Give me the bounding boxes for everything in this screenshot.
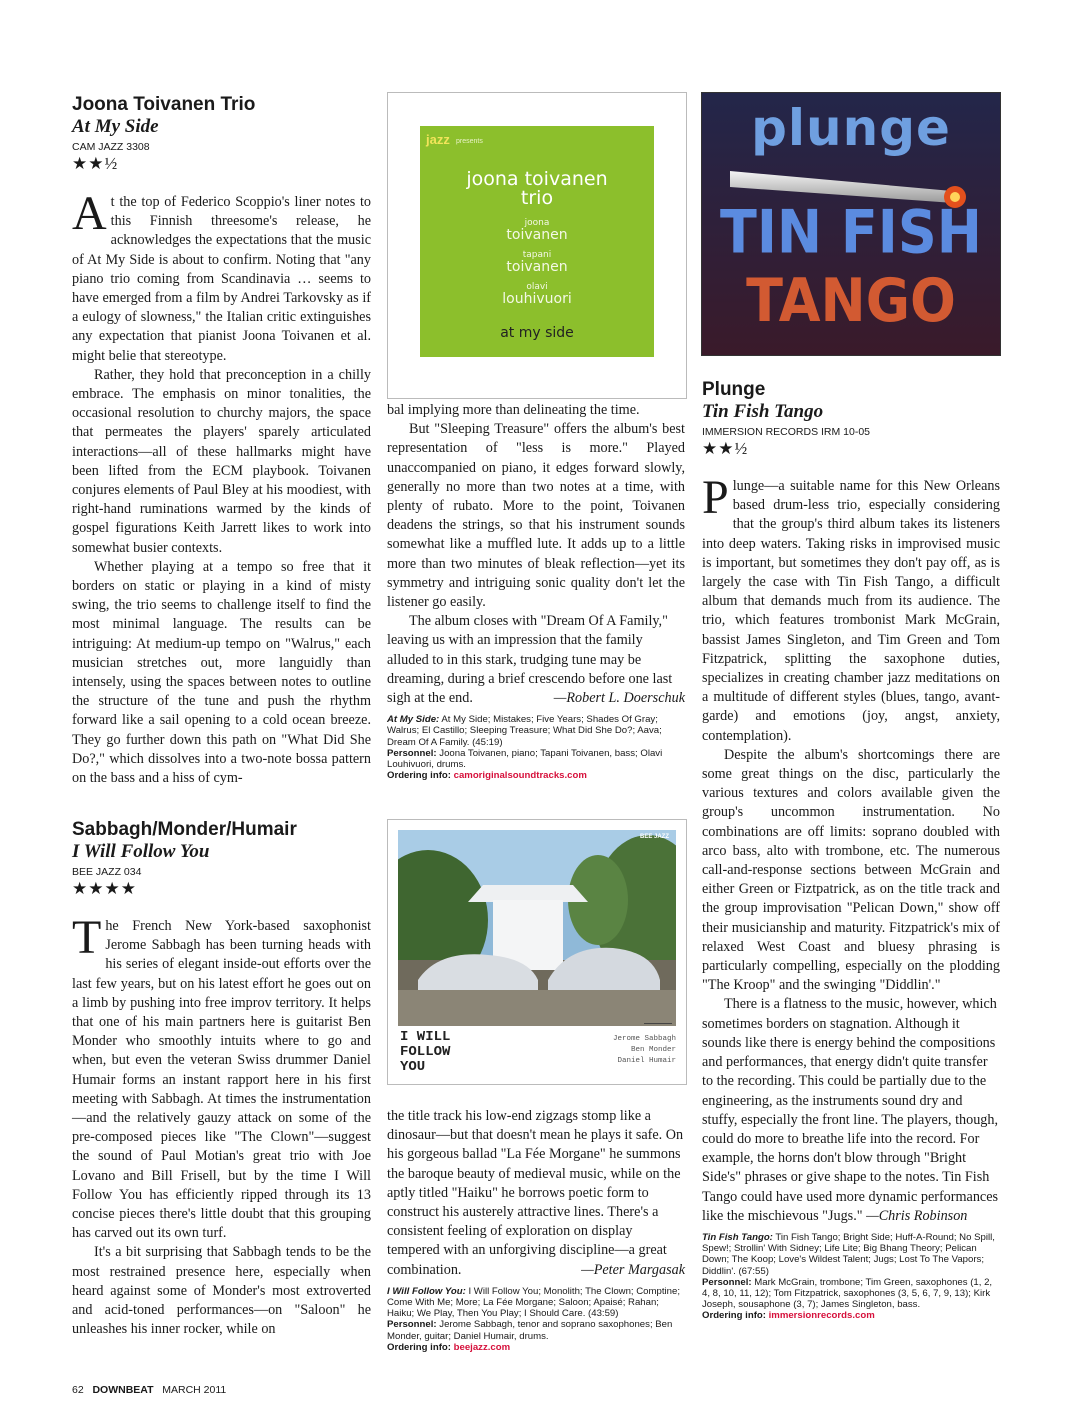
review2-para2: It's a bit surprising that Sabbagh tends to be the most restrained presence here, especially when heard against some of Monder's most extroverted and acid-toned performances—on "Saloon" he unleashes his inner rocker, while on (72, 1244, 371, 1338)
review1-personnel: Joona Toivanen, piano; Tapani Toivanen, bass; Olavi Louhivuori, drums. (387, 747, 663, 771)
review1-drop-cap: A (72, 187, 107, 240)
review2-credits (387, 1286, 685, 1353)
review2-drop-cap: T (72, 911, 102, 964)
review3-drop-cap: P (702, 471, 729, 524)
review1-artist: Joona Toivanen Trio (72, 94, 256, 115)
cover-jazz-logo: jazz (426, 132, 450, 147)
review2-para1: he French New York-based saxophonist Jerome Sabbagh has been turning heads with his series of elegant inside-out efforts over the last few years, but on his latest effort he goes out on a limb by pushing into free improv territory. It helps that one of his main partners here is guitarist Ben Monder who smoothly intuits where to go and when, but even the veteran Swiss drummer Daniel Humair forms an instant rapport here in his first meeting with Sabbagh. At times the instrumentation—and the relatively gauzy attack on some of the pre-composed pieces like "The Clown"—suggest the sound of Paul Motian's great trio with Joe Lovano and Bill Frisell, but by the time I Will Follow You has efficiently ripped through its 13 concise pieces there's little doubt that this grouping has carved out its own turf. (72, 918, 371, 1242)
review1-album: At My Side (72, 116, 159, 137)
review1-col2-para3 (387, 612, 685, 708)
cover-title-line1: joona toivanen (466, 168, 608, 190)
issue-date: MARCH 2011 (162, 1384, 227, 1396)
review3-ordering-label: Ordering info: (702, 1310, 766, 1322)
review3-credits (702, 1232, 1000, 1322)
page-number: 62 (72, 1384, 84, 1396)
cover-member2-first: tapani (522, 250, 552, 260)
review2-label: BEE JAZZ 034 (72, 866, 142, 878)
review3-para1: lunge—a suitable name for this New Orleans based drum-less trio, especially considering that the group's third album takes its listeners into deep waters. Taking risks in improvised music is important, but sometimes they don't pay off, as is largely the case with Tin Fish Tango, a difficult album that demands much from its audience. The trio, which features trombonist Mark McGrain, bassist James Singleton, and Tim Green and Tom Fitzpatrick, splitting the saxophone duties, specializes in creating chamber jazz meditations on a multitude of different styles (blues, tango, avant-garde) and emotions (joy, angst, anxiety, contemplation). (702, 478, 1000, 744)
cover-album-title: at my side (500, 325, 574, 341)
review2-tracks: I Will Follow You; Monolith; The Clown; Comptine; Come With Me; More; La Fée Morgane; Saloon; Apaisé; Rahan; Haiku; We Play, Then You Play; I Should Care. (43:59) (387, 1285, 680, 1320)
review1-personnel-label: Personnel: (387, 747, 437, 759)
review1-ordering-link[interactable]: camoriginalsoundtracks.com (453, 770, 587, 782)
review2-personnel: Jerome Sabbagh, tenor and soprano saxophones; Ben Monder, guitar; Daniel Humair, drums. (387, 1319, 673, 1342)
cover-member3-last: louhivuori (502, 291, 572, 307)
review1-rating: ★★½ (72, 154, 119, 173)
review3-personnel-label: Personnel: (702, 1276, 752, 1288)
review3-tracks-label: Tin Fish Tango: (702, 1231, 773, 1243)
review2-col2 (387, 1107, 685, 1353)
cover2-name3: Daniel Humair (617, 1057, 676, 1065)
review1-para2: Rather, they hold that preconception in a chilly embrace. The emphasis on minor tonalities, the occasional resolution to churchy majors, the space that permeates the players' sparely articulated interactions—all of these hallmarks might have been lifted from the ECM playbook. Toivanen conjures elements of Paul Bley at his moodiest, with right-hand ruminations warmed by the kinds of gospel figurations Keith Jarrett likes to work into somewhat busier contexts. (72, 366, 371, 556)
magazine-name: DOWNBEAT (92, 1384, 154, 1396)
review3-ordering-link[interactable]: immersionrecords.com (768, 1310, 875, 1322)
review1-tracks-label: At My Side: (387, 714, 440, 726)
cover2-names (613, 1034, 676, 1067)
cover-title (420, 170, 654, 208)
cover3-band-name: plunge (751, 99, 951, 157)
review3-artist: Plunge (702, 379, 766, 400)
cover2-title-line2: FOLLOW (400, 1044, 451, 1060)
page-footer (72, 1384, 226, 1396)
album-cover-i-will-follow-you (387, 819, 687, 1085)
review1-col1 (72, 187, 371, 788)
review1-col2-para2: But "Sleeping Treasure" offers the album's best representation of "less is more." Played unaccompanied on piano, it edges forward slowly, generally no more than two notes at a time, with plenty of rubato. More to the point, Toivanen deadens the strings, so that his instrument sounds somewhat like a muffled lute. It adds up to a little more than two minutes of bleak reflection—yet its symmetry and intriguing sonic quality don't let the listener go easily. (387, 421, 685, 611)
cover2-brand: BEE JAZZ (640, 834, 670, 840)
review1-col2-para3-text: The album closes with "Dream Of A Family," leaving us with an impression that the family alluded to in this stark, trudging tune may be dreaming, during a brief crescendo before one last sigh at the end. (387, 613, 673, 707)
review2-ordering-link[interactable]: beejazz.com (453, 1341, 511, 1353)
cover3-title (702, 199, 1000, 335)
review2-col1 (72, 911, 371, 1339)
review3-byline: —Chris Robinson (866, 1207, 968, 1224)
cover2-rule (644, 1023, 672, 1024)
review1-byline: —Robert L. Doerschuk (553, 690, 685, 707)
review3-para2: Despite the album's shortcomings there are some great things on the disc, particularly the various textures and colors available given the group's uncommon instrumentation. No combinations are off limits: soprano doubled with arco bass, alto with trombone, etc. The numerous call-and-response sections between McGrain and either Green or Fiztpatrick, as on the title track and the group improvisation "Pelican Down," show off their musicianship and maturity. Fitzpatrick's mix of relaxed West Coast and bluesy phrasing is particularly compelling, especially on the plodding "The Kroop" and the swinging "Diddlin'." (702, 746, 1000, 994)
cover-member2-last: toivanen (506, 259, 568, 275)
review1-col2 (387, 401, 685, 781)
cover-photo (398, 830, 676, 1026)
review1-label: CAM JAZZ 3308 (72, 141, 150, 153)
album-cover-at-my-side (387, 92, 687, 399)
cover-members (420, 218, 654, 307)
review2-header (72, 819, 372, 899)
review1-ordering-label: Ordering info: (387, 770, 451, 782)
review2-artist: Sabbagh/Monder/Humair (72, 819, 297, 840)
review2-rating: ★★★★ (72, 879, 137, 898)
cover-member1-first: joona (524, 218, 550, 228)
cover-title-line2: trio (520, 187, 554, 209)
review3-personnel: Mark McGrain, trombone; Tim Green, saxophones (1, 2, 4, 8, 10, 11, 12); Tom Fitzpatrick, saxophones (3, 5, 6, 7, 9, 13); Kirk Joseph, sousaphone (3, 7); James Singleton, bass. (702, 1276, 993, 1311)
cover-member3-first: olavi (526, 282, 548, 292)
review3-label: IMMERSION RECORDS IRM 10-05 (702, 426, 871, 438)
cover2-name2: Ben Monder (630, 1046, 676, 1054)
review3-para3: There is a flatness to the music, however, which sometimes borders on stagnation. Although it sounds like there is energy behind the compositions and performances, that energy didn't quite transfer to the recording. This could be partially due to the engineering, as the instruments sound dry and stuffy, especially the front line. The players, though, could do more to breathe life into the record. For example, the horns don't blow through "Bright Side's" phrases or give shape to the notes. Tin Fish Tango could have used more dynamic performances like the mischievous "Jugs." (702, 996, 999, 1224)
review1-credits (387, 714, 685, 781)
cover2-name1: Jerome Sabbagh (612, 1035, 676, 1043)
review1-col2-para1: bal implying more than delineating the time. (387, 402, 640, 418)
cover2-title-line3: YOU (400, 1059, 426, 1075)
review3-rating: ★★½ (702, 439, 749, 458)
review2-tracks-label: I Will Follow You: (387, 1285, 466, 1297)
review2-col2-para1: the title track his low-end zigzags stomp like a dinosaur—but that doesn't mean he plays it safe. On his gorgeous ballad "La Fée Morgane" he summons the baroque beauty of medieval music, while on the aptly titled "Haiku" he borrows poetic form to construct his austerely attractive lines. There's a consistent feeling of exploration on display tempered with an unforgiving discipline—a great combination. (387, 1108, 684, 1278)
cover3-title-line2: TANGO (746, 265, 956, 336)
cover-green-panel (420, 126, 654, 357)
review2-byline: —Peter Margasak (581, 1261, 685, 1278)
review3-tracks: Tin Fish Tango; Bright Side; Huff-A-Round; No Spill, Spew!; Strollin' With Sidney; Life Lite; Big Bhang Theory; Pelican Down; The Koop; Love's Wildest Talent; Jugs; Lost To The Vapors; Diddlin'. (67:55) (702, 1231, 995, 1277)
cover-presents: presents (456, 138, 483, 145)
review2-album: I Will Follow You (72, 841, 210, 862)
review3-header (702, 379, 1002, 459)
review2-personnel-label: Personnel: (387, 1319, 437, 1331)
cover2-title (400, 1030, 450, 1075)
review1-tracks: At My Side; Mistakes; Five Years; Shades Of Gray; Walrus; El Castillo; Sleeping Treasure; What Did She Do?; Aava; Dream Of A Family. (45:19) (387, 714, 662, 748)
album-cover-tin-fish-tango (701, 92, 1001, 356)
cover-member1-last: toivanen (506, 227, 568, 243)
review1-para3: Whether playing at a tempo so free that it borders on static or playing in a kind of misty swing, the trio seems to challenge itself to find the most minimal language. The results can be intriguing: At medium-up tempo on "Walrus," each musician stretches out, more languidly than intensely, using the spaces between notes to outline the structure of the tune and push the rhythm forward like a sail opening to a cold ocean breeze. They go further down this path on "What Did She Do?," which dissolves into a two-note bossa pattern on the bass and a hiss of cym- (72, 558, 371, 787)
cover3-title-line1: TIN FISH (720, 197, 982, 267)
review2-ordering-label: Ordering info: (387, 1341, 451, 1353)
review3-album: Tin Fish Tango (702, 401, 824, 422)
review3-body (702, 471, 1000, 1322)
review1-para1: t the top of Federico Scoppio's liner notes to this Finnish threesome's release, he acknowledges the expectations that the music of At My Side is about to confirm. Noting that "any piano trio coming from Scandinavia … seems to have emerged from a film by Andrei Tarkovsky as if a eulogy of slowness," the Italian critic extinguishes any expectation that pianist Joona Toivanen et al. might belie that stereotype. (72, 194, 371, 364)
cover-photo-illustration (398, 830, 676, 1026)
cover2-title-line1: I WILL (400, 1029, 451, 1045)
review1-header (72, 94, 372, 174)
